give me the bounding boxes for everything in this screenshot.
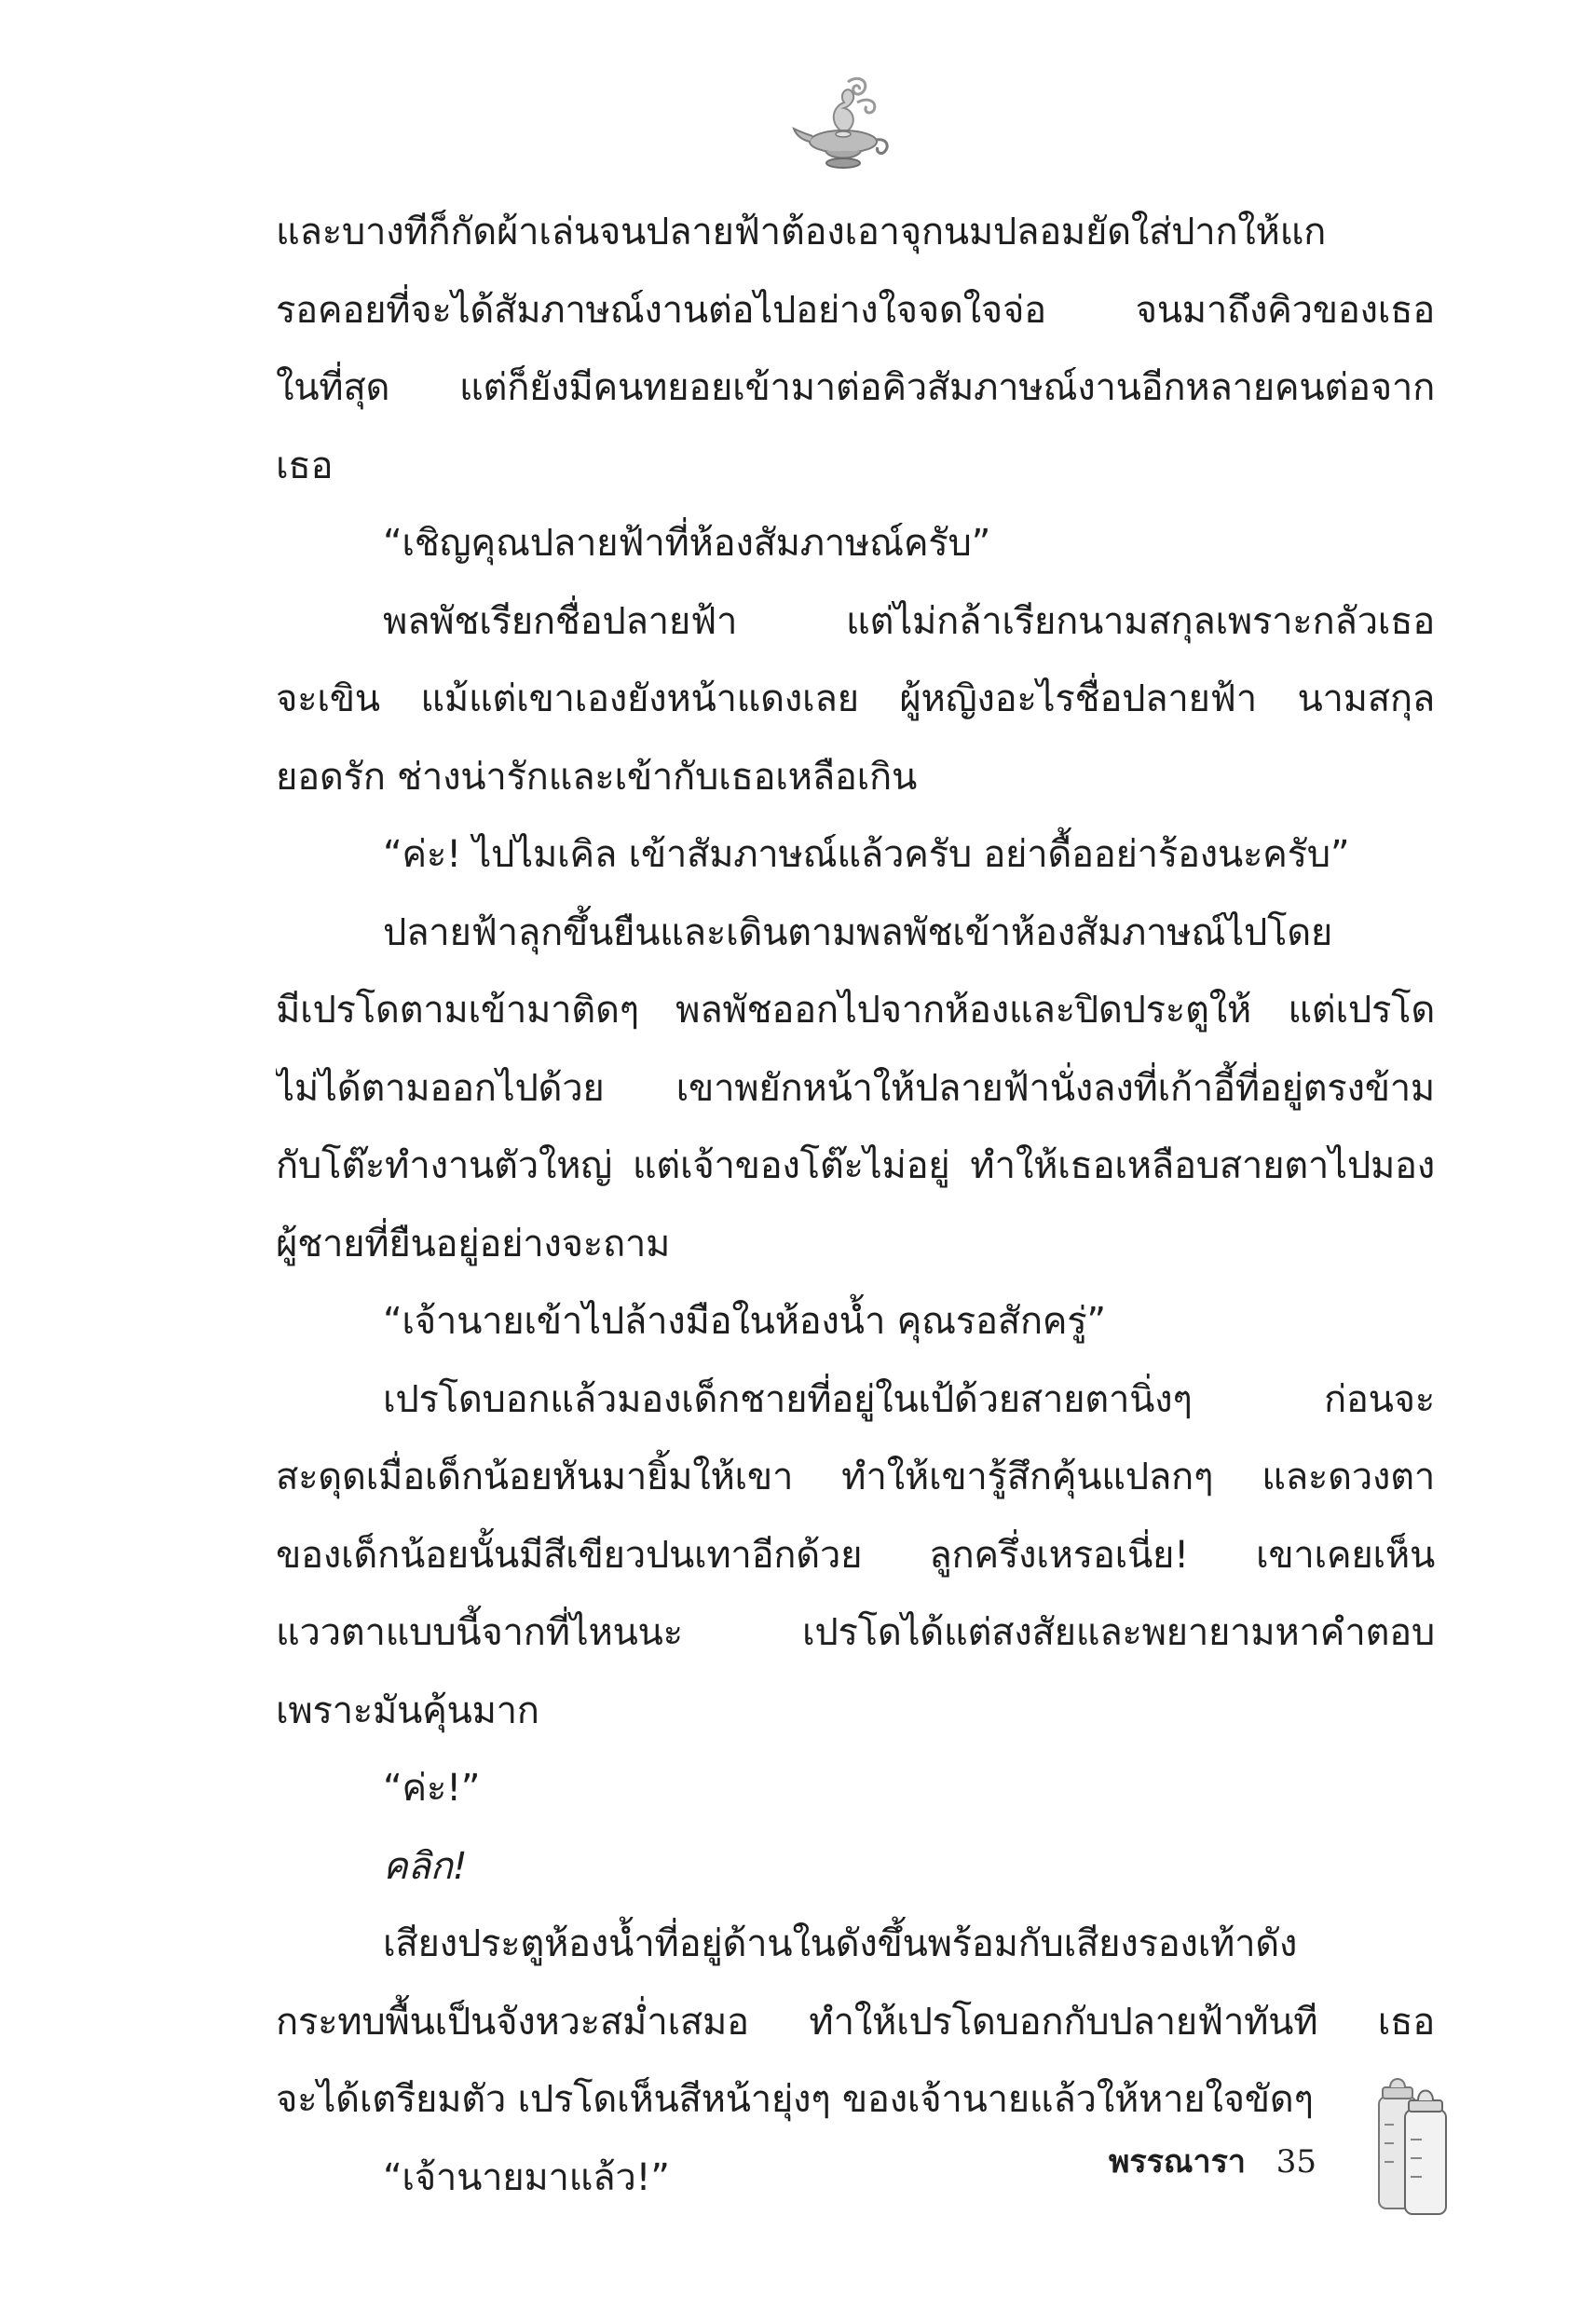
text-line: กระทบพื้นเป็นจังหวะสม่ำเสมอ ทำให้เปรโดบอกกับปลายฟ้าทันที เธอ xyxy=(276,2000,1435,2044)
text-line: รอคอยที่จะได้สัมภาษณ์งานต่อไปอย่างใจจดใจจ่อ จนมาถึงคิวของเธอ xyxy=(276,288,1435,332)
text-line: จะเขิน แม้แต่เขาเองยังหน้าแดงเลย ผู้หญิงอะไรชื่อปลายฟ้า นามสกุล xyxy=(276,677,1435,720)
text-line: และบางทีก็กัดผ้าเล่นจนปลายฟ้าต้องเอาจุกนมปลอมยัดใส่ปากให้แก xyxy=(276,211,1327,253)
page-footer xyxy=(1109,2139,1316,2185)
text-line: ปลายฟ้าลุกขึ้นยืนและเดินตามพลพัชเข้าห้องสัมภาษณ์ไปโดย xyxy=(383,910,1333,954)
lamp-spirit-icon xyxy=(792,75,894,177)
text-line: เธอ xyxy=(276,444,334,487)
page-number: 35 xyxy=(1275,2143,1317,2181)
text-line: “ค่ะ! ไปไมเคิล เข้าสัมภาษณ์แล้วครับ อย่าดื้ออย่าร้องนะครับ” xyxy=(383,833,1350,876)
body-text xyxy=(276,194,1435,2217)
text-line: สะดุดเมื่อเด็กน้อยหันมายิ้มให้เขา ทำให้เขารู้สึกคุ้นแปลกๆ และดวงตา xyxy=(276,1456,1435,1498)
text-line: จะได้เตรียมตัว เปรโดเห็นสีหน้ายุ่งๆ ของเจ้านายแล้วให้หายใจขัดๆ xyxy=(276,2078,1314,2121)
text-line: เพราะมันคุ้นมาก xyxy=(276,1689,539,1732)
author-name: พรรณารา xyxy=(1109,2143,1246,2181)
text-line: “เจ้านายเข้าไปล้างมือในห้องน้ำ คุณรอสักครู่” xyxy=(383,1300,1106,1343)
text-line: ยอดรัก ช่างน่ารักและเข้ากับเธอเหลือเกิน xyxy=(276,755,917,799)
text-line: เปรโดบอกแล้วมองเด็กชายที่อยู่ในเป้ด้วยสายตานิ่งๆ ก่อนจะ xyxy=(383,1377,1435,1421)
text-line-sound-effect: คลิก! xyxy=(383,1844,468,1888)
text-line: “ค่ะ!” xyxy=(383,1767,481,1810)
text-line: แววตาแบบนี้จากที่ไหนนะ เปรโดได้แต่สงสัยและพยายามหาคำตอบ xyxy=(276,1611,1435,1654)
text-line: ของเด็กน้อยนั้นมีสีเขียวปนเทาอีกด้วย ลูกครึ่งเหรอเนี่ย! เขาเคยเห็น xyxy=(276,1533,1435,1577)
baby-bottles-icon xyxy=(1370,2069,1453,2218)
text-line: ไม่ได้ตามออกไปด้วย เขาพยักหน้าให้ปลายฟ้านั่งลงที่เก้าอี้ที่อยู่ตรงข้าม xyxy=(276,1066,1435,1110)
text-line: ผู้ชายที่ยืนอยู่อย่างจะถาม xyxy=(276,1222,671,1265)
text-line: “เชิญคุณปลายฟ้าที่ห้องสัมภาษณ์ครับ” xyxy=(383,522,991,565)
text-line: เสียงประตูห้องน้ำที่อยู่ด้านในดังขึ้นพร้อมกับเสียงรองเท้าดัง xyxy=(383,1922,1298,1965)
text-line: กับโต๊ะทำงานตัวใหญ่ แต่เจ้าของโต๊ะไม่อยู่ ทำให้เธอเหลือบสายตาไปมอง xyxy=(276,1144,1435,1187)
text-line: มีเปรโดตามเข้ามาติดๆ พลพัชออกไปจากห้องและปิดประตูให้ แต่เปรโด xyxy=(276,989,1435,1032)
text-line: พลพัชเรียกชื่อปลายฟ้า แต่ไม่กล้าเรียกนามสกุลเพราะกลัวเธอ xyxy=(383,599,1435,643)
text-line: ในที่สุด แต่ก็ยังมีคนทยอยเข้ามาต่อคิวสัมภาษณ์งานอีกหลายคนต่อจาก xyxy=(276,366,1435,409)
text-line: “เจ้านายมาแล้ว!” xyxy=(383,2155,670,2199)
